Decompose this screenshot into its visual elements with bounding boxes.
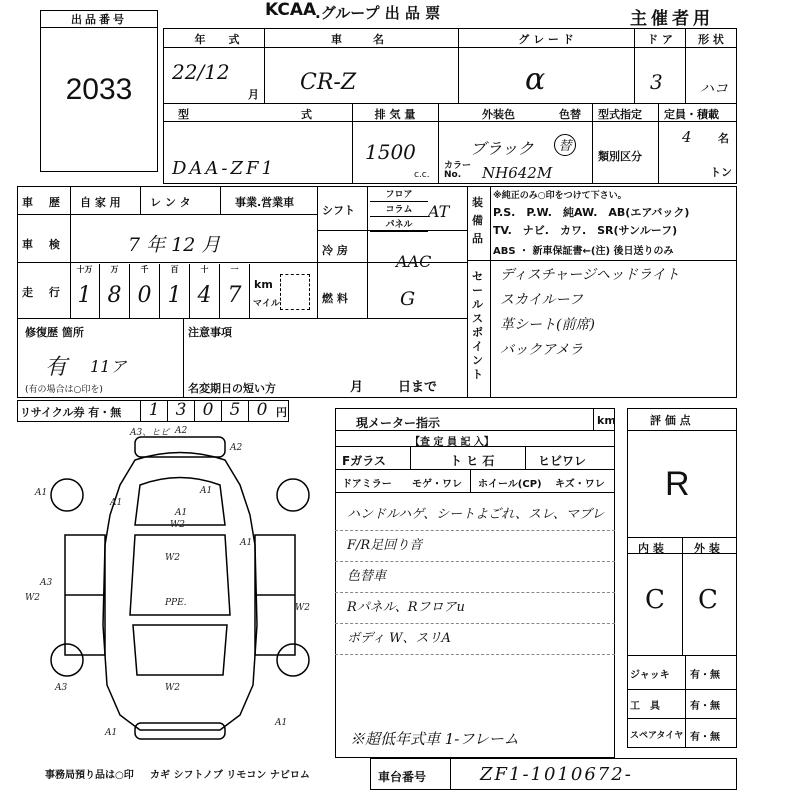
wheel-fr [277,479,309,511]
shape-value: ハコ [700,81,728,97]
damage-mark: W2 [165,553,180,563]
year-value: 22/12 [172,60,230,84]
meter-label: 現メーター指示 [356,416,441,430]
sales-point-item: ディスチャージヘッドライト [500,267,680,283]
grade-value: α [525,62,546,97]
mileage-cell [100,264,130,318]
color-label: 外装色 [482,108,515,121]
equipment-label: 装備品 [472,196,483,245]
fuel-value: G [400,288,416,310]
inspection-value: 7 年 12 月 [128,234,221,256]
doors-value: 3 [650,70,663,94]
equipment-row-1: P.S. P.W. 純AW. AB(エアバック) [493,206,690,219]
sales-point-list [500,264,730,364]
damage-mark: A1 [240,538,253,548]
history-rental: レ ン タ [150,196,191,209]
color-change-mark: 替 [554,134,576,156]
color-code-label: カラー No. [444,161,472,180]
recycle-digit: 5 [221,400,248,422]
inspector-comment: F/R足回り音 [335,531,615,562]
spare-label: スペアタイヤ [630,731,684,741]
capacity-value: 4 [682,128,692,146]
office-items-label: 事務局預り品は○印 [45,770,134,781]
mileage-digit: 1 [167,283,182,308]
recycle-digit: 0 [248,400,275,422]
history-private: 自 家 用 [80,196,121,209]
damage-mark: W2 [165,683,180,693]
recycle-unit: 円 [276,406,287,419]
damage-mark: W2 [170,520,185,530]
jack-yn: 有・無 [690,670,720,681]
model-value: DAA-ZF1 [172,158,276,179]
damage-mark: A1 [275,718,288,728]
year-label: 年 式 [194,33,246,46]
inspector-record-label: 【査 定 員 記 入】 [410,437,494,448]
recycle-digits [140,400,275,422]
ac-value: AAC [396,252,432,271]
mileage-unit: 千 [140,265,149,274]
registration-month: 月 [350,380,364,395]
damage-mark: W2 [295,603,310,613]
mileage-unit: 十 [200,265,209,274]
glass-crack: ヒビワレ [538,454,587,468]
exterior-label: 外 装 [694,542,720,555]
rating-value: R [665,465,690,503]
meter-unit: km [597,414,616,427]
repair-subnote: (有の場合は○印を) [25,385,103,395]
mileage-unit: 万 [110,265,119,274]
damage-mark: PPE. [165,598,187,608]
mileage-cell [130,264,160,318]
equipment-row-3: ABS ・ 新車保証書←(注) 後日送りのみ [493,246,674,257]
brand-logo: KCAA [265,0,317,20]
sales-point-item: バックアメラ [500,342,584,358]
sales-point-item: スカイルーフ [500,292,583,308]
equipment-note: ※純正のみ○印をつけて下さい。 [493,191,627,201]
displacement-value: 1500 [365,140,416,164]
mileage-digit: 0 [137,283,152,308]
tools-yn: 有・無 [690,701,720,712]
load-unit: トン [710,166,732,179]
inspection-label: 車 検 [22,238,66,251]
damage-mark: A3、ヒビ [130,428,170,438]
mileage-digit: 8 [107,283,122,308]
mileage-unit: 一 [230,265,239,274]
history-business: 事業.営業車 [235,196,295,209]
type-designation-label: 型式指定 [598,108,642,121]
km-label: km [254,278,273,291]
lot-box [40,10,158,172]
recycle-digit: 3 [167,400,194,422]
shape-label: 形 状 [698,33,724,46]
inspector-comment: 色替車 [335,562,615,593]
wheel-fl [51,479,83,511]
inspector-comments [335,500,615,655]
mileage-cell [70,264,100,318]
recycle-digit: 1 [140,400,167,422]
fuel-label: 燃 料 [322,292,348,305]
mileage-digit: 4 [197,283,212,308]
wheel-options: キズ・ワレ [555,479,605,490]
color-code-value: NH642M [482,164,553,182]
damage-mark: W2 [25,593,40,603]
trunk-outline [133,625,227,675]
car-body-outline [103,453,257,731]
damage-mark: A2 [175,426,188,436]
ac-label: 冷 房 [322,244,348,257]
exterior-value: C [698,585,718,615]
organizer-label: 主催者用 [630,9,714,29]
shift-options [370,187,428,232]
year-unit: 月 [248,88,259,101]
shift-option: コラム [370,202,428,217]
damage-mark: A1 [35,488,48,498]
damage-mark: A1 [110,498,123,508]
shift-option: パネル [370,217,428,232]
wheel-label: ホイール(CP) [478,479,542,490]
office-items: カギ シフトノブ リモコン ナビロム [150,770,310,781]
mileage-unit: 十万 [76,265,93,274]
mirror-label: ドアミラー [342,479,392,490]
mile-label: マイル [253,299,280,309]
grade-label: グ レ ー ド [518,33,574,46]
lot-number: 2033 [65,73,133,106]
class-label: 類別区分 [598,150,642,163]
damage-mark: A1 [105,728,118,738]
damage-mark: A2 [230,443,243,453]
glass-options: ト ヒ 石 [450,454,495,468]
mileage-label: 走 行 [22,286,66,299]
wheel-rr [277,644,309,676]
inspector-comment: Rパネル、Rフロアu [335,593,615,624]
tools-label: 工 具 [630,701,660,712]
rating-label: 評 価 点 [650,414,691,427]
repair-label: 修復歴 箇所 [25,326,84,339]
spare-yn: 有・無 [690,732,720,743]
name-label: 車 名 [331,33,394,46]
caution-label: 注意事項 [188,326,232,339]
chassis-value: ZF1-1010672- [480,764,633,785]
equipment-row-2: TV. ナビ. カワ. SR(サンルーフ) [493,224,678,237]
shift-label: シフト [322,204,355,217]
front-bumper [135,437,225,457]
mileage-digit: 7 [227,283,242,308]
damage-mark: A3 [55,683,68,693]
shift-value: AT [428,202,450,221]
mileage-digit: 1 [77,283,92,308]
inspector-comment: ハンドルハゲ、シートよごれ、スレ、マブレ [335,500,615,531]
repair-note: 11ア [90,357,127,376]
lot-label: 出品番号 [41,11,157,28]
displacement-unit: c.c. [414,170,430,180]
mileage-cell [160,264,190,318]
interior-value: C [645,585,665,615]
inspector-comment: ボディ W、スリA [335,624,615,655]
model-label: 型 式 [178,108,342,121]
name-value: CR-Z [300,70,357,95]
doors-label: ド ア [647,33,673,46]
sales-point-item: 革シート(前席) [500,317,595,333]
capacity-unit: 名 [718,132,729,145]
registration-label: 名変期日の短い方 [188,382,276,395]
shift-option: フロア [370,187,428,202]
repair-value: 有 [45,355,68,380]
interior-label: 内 装 [638,542,664,555]
damage-mark: A1 [200,486,213,496]
rear-bumper [135,723,225,739]
form-title: .グループ 出 品 票 [315,4,441,22]
mileage-cell [220,264,250,318]
mile-checkbox[interactable] [280,274,310,310]
wheel-rl [51,644,83,676]
damage-mark: A1 [175,508,188,518]
car-diagram [25,425,335,760]
history-label: 車 歴 [22,196,66,209]
mirror-options: モゲ・ワレ [412,479,462,490]
chassis-label: 車台番号 [378,770,427,784]
sales-point-label: セールスポイント [472,270,483,381]
mileage-grid [70,264,250,318]
damage-mark: A3 [40,578,53,588]
mileage-unit: 百 [170,265,179,274]
displacement-label: 排 気 量 [374,108,416,121]
recycle-label: リサイクル券 有・無 [20,406,122,419]
registration-day: 日まで [398,380,438,395]
color-change-label: 色替 [559,108,581,121]
inspector-final-note: ※超低年式車 1-フレーム [350,730,519,748]
recycle-digit: 0 [194,400,221,422]
glass-label: Fガラス [342,454,386,468]
mileage-cell [190,264,220,318]
color-value: ブラック [470,139,534,158]
capacity-label: 定員・積載 [664,108,719,121]
jack-label: ジャッキ [630,670,670,681]
